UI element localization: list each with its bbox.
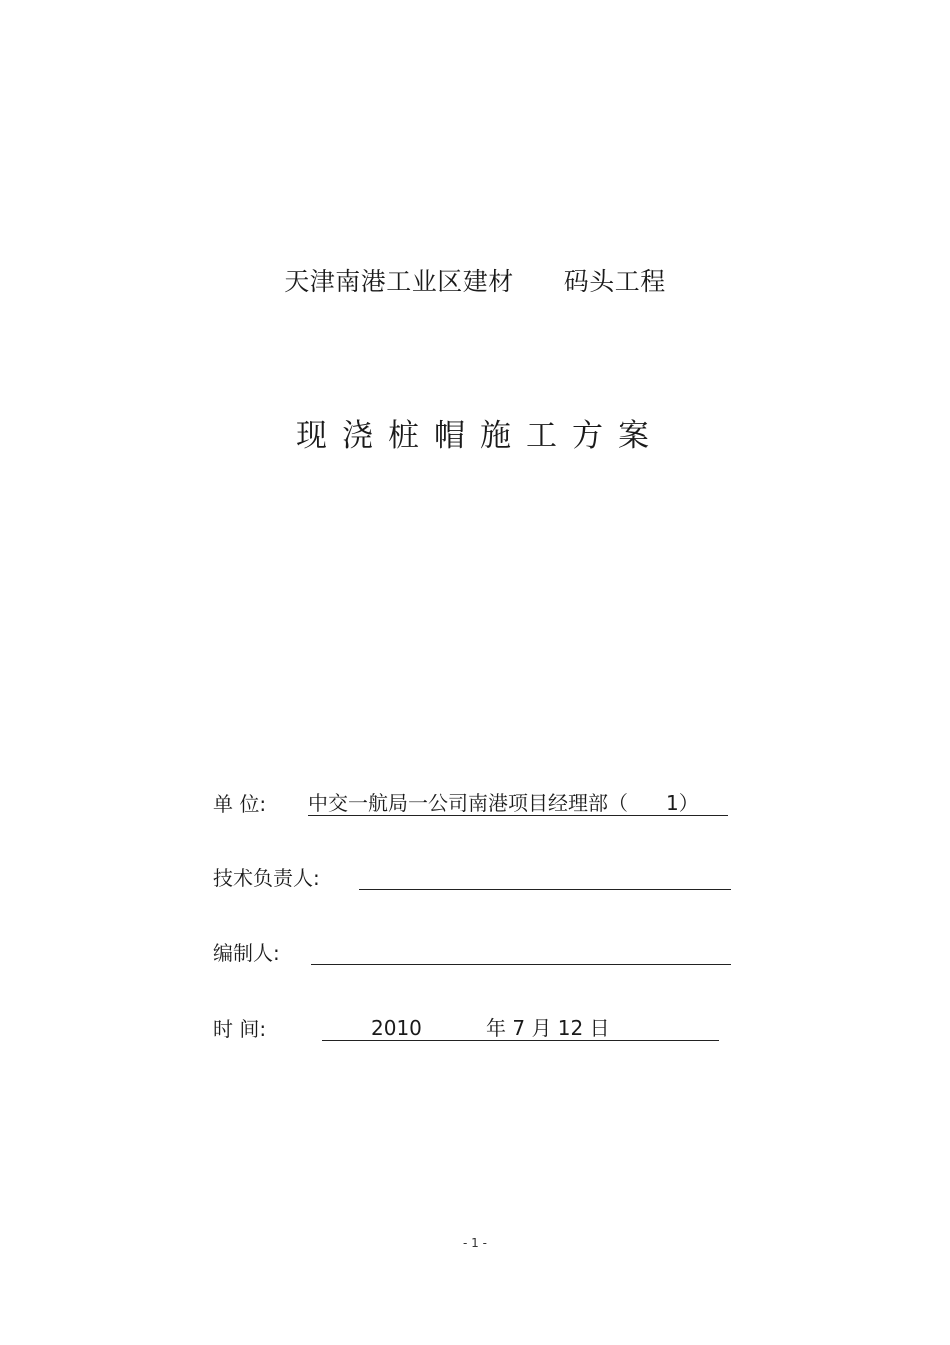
time-value	[322, 1014, 719, 1041]
unit-value-suffix: 1）	[666, 791, 699, 815]
time-field	[213, 1014, 610, 1044]
tech-lead-label: 技术负责人:	[213, 866, 320, 890]
editor-blank-line	[311, 938, 731, 965]
tech-lead-blank-line	[359, 863, 731, 890]
unit-value	[308, 789, 728, 816]
editor-label: 编制人:	[213, 941, 280, 965]
project-title-part1: 天津南港工业区建材	[284, 267, 514, 296]
project-title	[0, 262, 950, 298]
unit-field	[213, 789, 699, 819]
unit-value-text: 中交一航局一公司南港项目经理部（	[308, 791, 628, 815]
time-month-day: 年 7 月 12 日	[486, 1016, 610, 1040]
unit-label: 单 位:	[213, 792, 267, 816]
time-year: 2010	[371, 1016, 422, 1040]
page-number: - 1 -	[463, 1236, 487, 1250]
project-title-part2: 码头工程	[563, 267, 666, 296]
time-label: 时 间:	[213, 1017, 267, 1041]
document-title: 现浇桩帽施工方案	[296, 418, 664, 454]
tech-lead-field	[213, 863, 320, 893]
editor-field	[213, 938, 280, 968]
